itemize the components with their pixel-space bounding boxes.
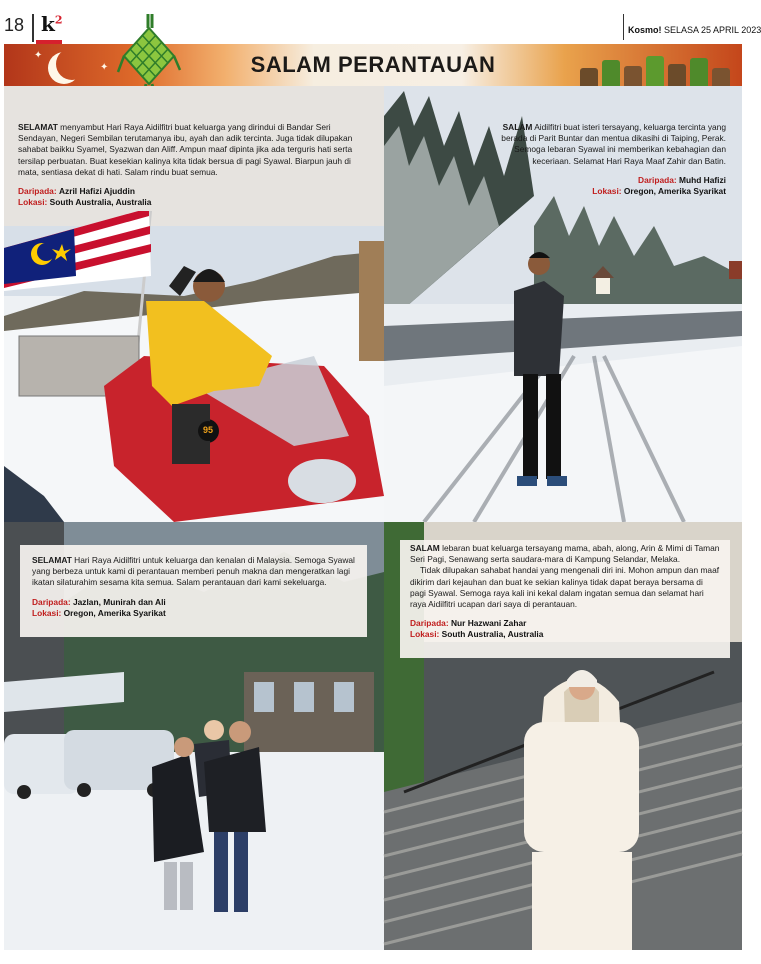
greeting-text-block (4, 86, 384, 211)
sender-name: Nur Hazwani Zahar (450, 618, 527, 629)
greeting-body: lebaran buat keluarga tersayang mama, abah, along, Arin & Mimi di Taman Seri Pagi, Senawang serta saudara-mara di Kampung Selandar, Melaka. (410, 543, 720, 565)
sender-info (478, 175, 726, 197)
greeting-lead: SALAM (410, 543, 440, 553)
star-icon: ✦ (34, 50, 43, 61)
greeting-text-block (478, 122, 726, 197)
publication-name: Kosmo! (628, 25, 662, 35)
section-logo (41, 12, 63, 36)
section-logo-letter: k (41, 12, 55, 36)
greeting-body: Aidilfitri buat isteri tersayang, keluarga tercinta yang berada di Parit Buntar dan mentua dikasihi di Taiping, Perak. Semoga lebaran Syawal ini memberikan kebahagian dan keceriaan. Selamat Hari Raya Maaf Zahir dan Batin. (501, 122, 726, 166)
greeting-text-block (400, 540, 730, 658)
snowmobile-number: 95 (202, 425, 213, 435)
greeting-panel-2 (384, 86, 742, 522)
sender-name: Muhd Hafizi (679, 174, 726, 185)
from-label: Daripada: (18, 186, 57, 197)
sender-info (410, 618, 720, 640)
divider (32, 14, 34, 42)
sender-location: Oregon, Amerika Syarikat (623, 186, 726, 197)
greeting-text-block (20, 545, 367, 637)
from-label: Daripada: (410, 618, 449, 629)
location-label: Lokasi: (410, 629, 440, 640)
sender-info (18, 186, 370, 208)
dateline (628, 25, 761, 35)
sender-location: South Australia, Australia (49, 197, 152, 208)
section-logo-sup: 2 (54, 13, 63, 27)
greeting-lead: SELAMAT (32, 555, 72, 565)
greeting-lead: SALAM (502, 122, 533, 132)
greeting-message-continued: Tidak dilupakan sahabat handai yang mengenali diri ini. Mohon ampun dan maaf dikirim dari kejauhan dan buat ke sekian kalinya tidak dapat beraya bersama di pagi Syawal. Semoga raya kali ini kekal dalam ingatan semua dan selamat hari raya Aidilfitri ucapan dari saya di perantauan. (410, 565, 720, 610)
sender-name: Azril Hafizi Ajuddin (58, 186, 135, 197)
page-number: 18 (4, 15, 25, 35)
section-title: SALAM PERANTAUAN (250, 52, 496, 77)
greeting-panel-3 (4, 522, 384, 950)
greeting-message (32, 555, 355, 589)
page-header (0, 0, 761, 44)
greeting-lead: SELAMAT (18, 122, 58, 132)
location-label: Lokasi: (18, 197, 48, 208)
issue-date: SELASA 25 APRIL 2023 (664, 25, 761, 35)
section-banner (4, 44, 742, 86)
sender-info (32, 597, 355, 619)
divider (623, 14, 624, 40)
greeting-body: Hari Raya Aidilfitri untuk keluarga dan kenalan di Malaysia. Semoga Syawal yang berbeza untuk kami di perantauan memberi penuh makna dan mengeratkan lagi ikatan silaturahim sesama kita semua. Salam perantauan dari kami sekeluarga. (32, 555, 355, 588)
greeting-message (18, 122, 370, 178)
location-label: Lokasi: (32, 607, 62, 618)
sender-name: Jazlan, Munirah dan Ali (72, 596, 166, 607)
sender-location: Oregon, Amerika Syarikat (63, 607, 166, 618)
star-icon: ✦ (100, 62, 109, 73)
location-label: Lokasi: (592, 186, 622, 197)
greeting-message (410, 543, 720, 565)
greeting-panel-4 (384, 522, 742, 950)
greeting-message (478, 122, 726, 167)
sender-location: South Australia, Australia (441, 629, 544, 640)
greeting-panel-1 (4, 86, 384, 522)
greeting-body: menyambut Hari Raya Aidilfitri buat keluarga yang dirindui di Bandar Seri Sendayan, Negeri Sembilan terutamanya ibu, ayah dan adik tercinta. Juga tidak dilupakan sahabat baikku Syamel, Syazwan dan Aliff. Ampun maaf dipinta jika ada terguris hati serta tersilap perbuatan. Buat kesekian kalinya kita tidak bersua di pagi Syawal. Biarpun jauh di mata, sentiasa dekat di hati. Salam rindu buat semua. (18, 122, 353, 177)
from-label: Daripada: (32, 596, 71, 607)
from-label: Daripada: (638, 174, 677, 185)
